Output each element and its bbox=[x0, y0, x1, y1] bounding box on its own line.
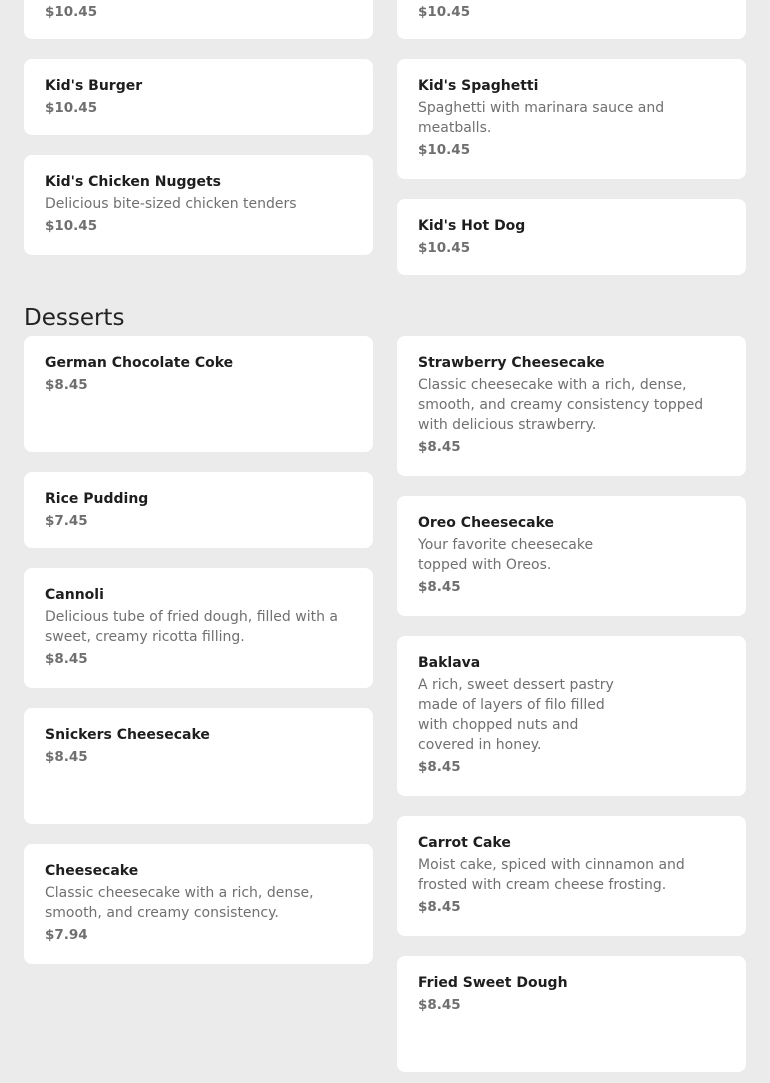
menu-item-card[interactable] bbox=[397, 199, 746, 275]
item-description: A rich, sweet dessert pastry made of layers of filo filled with chopped nuts and covered in honey. bbox=[418, 677, 614, 753]
menu-item-card[interactable] bbox=[24, 336, 373, 452]
menu-item-card[interactable] bbox=[24, 59, 373, 135]
menu-item-card[interactable] bbox=[397, 336, 746, 476]
item-name: Strawberry Cheesecake bbox=[418, 355, 605, 371]
item-price: $10.45 bbox=[418, 142, 471, 158]
item-description: Classic cheesecake with a rich, dense, smooth, and creamy consistency topped with delicious strawberry. bbox=[418, 377, 704, 433]
item-price: $8.45 bbox=[45, 651, 88, 667]
item-description: Classic cheesecake with a rich, dense, smooth, and creamy consistency. bbox=[45, 885, 314, 921]
menu-item-card[interactable] bbox=[397, 59, 746, 179]
menu-item-card[interactable] bbox=[397, 816, 746, 936]
item-name: Cheesecake bbox=[45, 863, 139, 879]
item-name: Kid's Burger bbox=[45, 78, 143, 94]
item-description: Delicious tube of fried dough, filled with a sweet, creamy ricotta filling. bbox=[45, 609, 338, 645]
item-price: $10.45 bbox=[45, 100, 98, 116]
item-name: Baklava bbox=[418, 655, 481, 671]
item-description: Spaghetti with marinara sauce and meatballs. bbox=[418, 100, 665, 136]
section-title: Desserts bbox=[24, 305, 125, 331]
item-price: $8.45 bbox=[45, 749, 88, 765]
item-description: Moist cake, spiced with cinnamon and frosted with cream cheese frosting. bbox=[418, 857, 685, 893]
item-price: $8.45 bbox=[418, 899, 461, 915]
item-name: Carrot Cake bbox=[418, 835, 511, 851]
item-price: $8.45 bbox=[45, 377, 88, 393]
item-price: $7.45 bbox=[45, 513, 88, 529]
item-description: Your favorite cheesecake topped with Oreos. bbox=[418, 537, 594, 573]
item-name: German Chocolate Coke bbox=[45, 355, 234, 371]
menu-item-card[interactable] bbox=[24, 708, 373, 824]
menu-item-card[interactable] bbox=[397, 956, 746, 1072]
menu-item-card[interactable] bbox=[24, 568, 373, 688]
item-price: $10.45 bbox=[45, 4, 98, 20]
item-name: Kid's Chicken Nuggets bbox=[45, 174, 222, 190]
item-name: Kid's Hot Dog bbox=[418, 218, 526, 234]
item-name: Oreo Cheesecake bbox=[418, 515, 555, 531]
item-price: $8.45 bbox=[418, 579, 461, 595]
item-name: Rice Pudding bbox=[45, 491, 149, 507]
menu-item-card[interactable] bbox=[397, 496, 746, 616]
item-name: Cannoli bbox=[45, 587, 104, 603]
item-price: $8.45 bbox=[418, 759, 461, 775]
item-description: Delicious bite-sized chicken tenders bbox=[45, 196, 297, 212]
item-name: Fried Sweet Dough bbox=[418, 975, 568, 991]
item-price: $8.45 bbox=[418, 439, 461, 455]
menu-item-card[interactable] bbox=[24, 155, 373, 255]
menu-item-card[interactable] bbox=[24, 0, 373, 39]
item-price: $7.94 bbox=[45, 927, 88, 943]
menu-item-card[interactable] bbox=[24, 472, 373, 548]
item-price: $8.45 bbox=[418, 997, 461, 1013]
item-name: Snickers Cheesecake bbox=[45, 727, 210, 743]
menu-item-card[interactable] bbox=[24, 844, 373, 964]
item-name: Kid's Spaghetti bbox=[418, 78, 539, 94]
item-price: $10.45 bbox=[418, 240, 471, 256]
item-price: $10.45 bbox=[45, 218, 98, 234]
menu-item-card[interactable] bbox=[397, 636, 746, 796]
item-price: $10.45 bbox=[418, 4, 471, 20]
menu-item-card[interactable] bbox=[397, 0, 746, 39]
